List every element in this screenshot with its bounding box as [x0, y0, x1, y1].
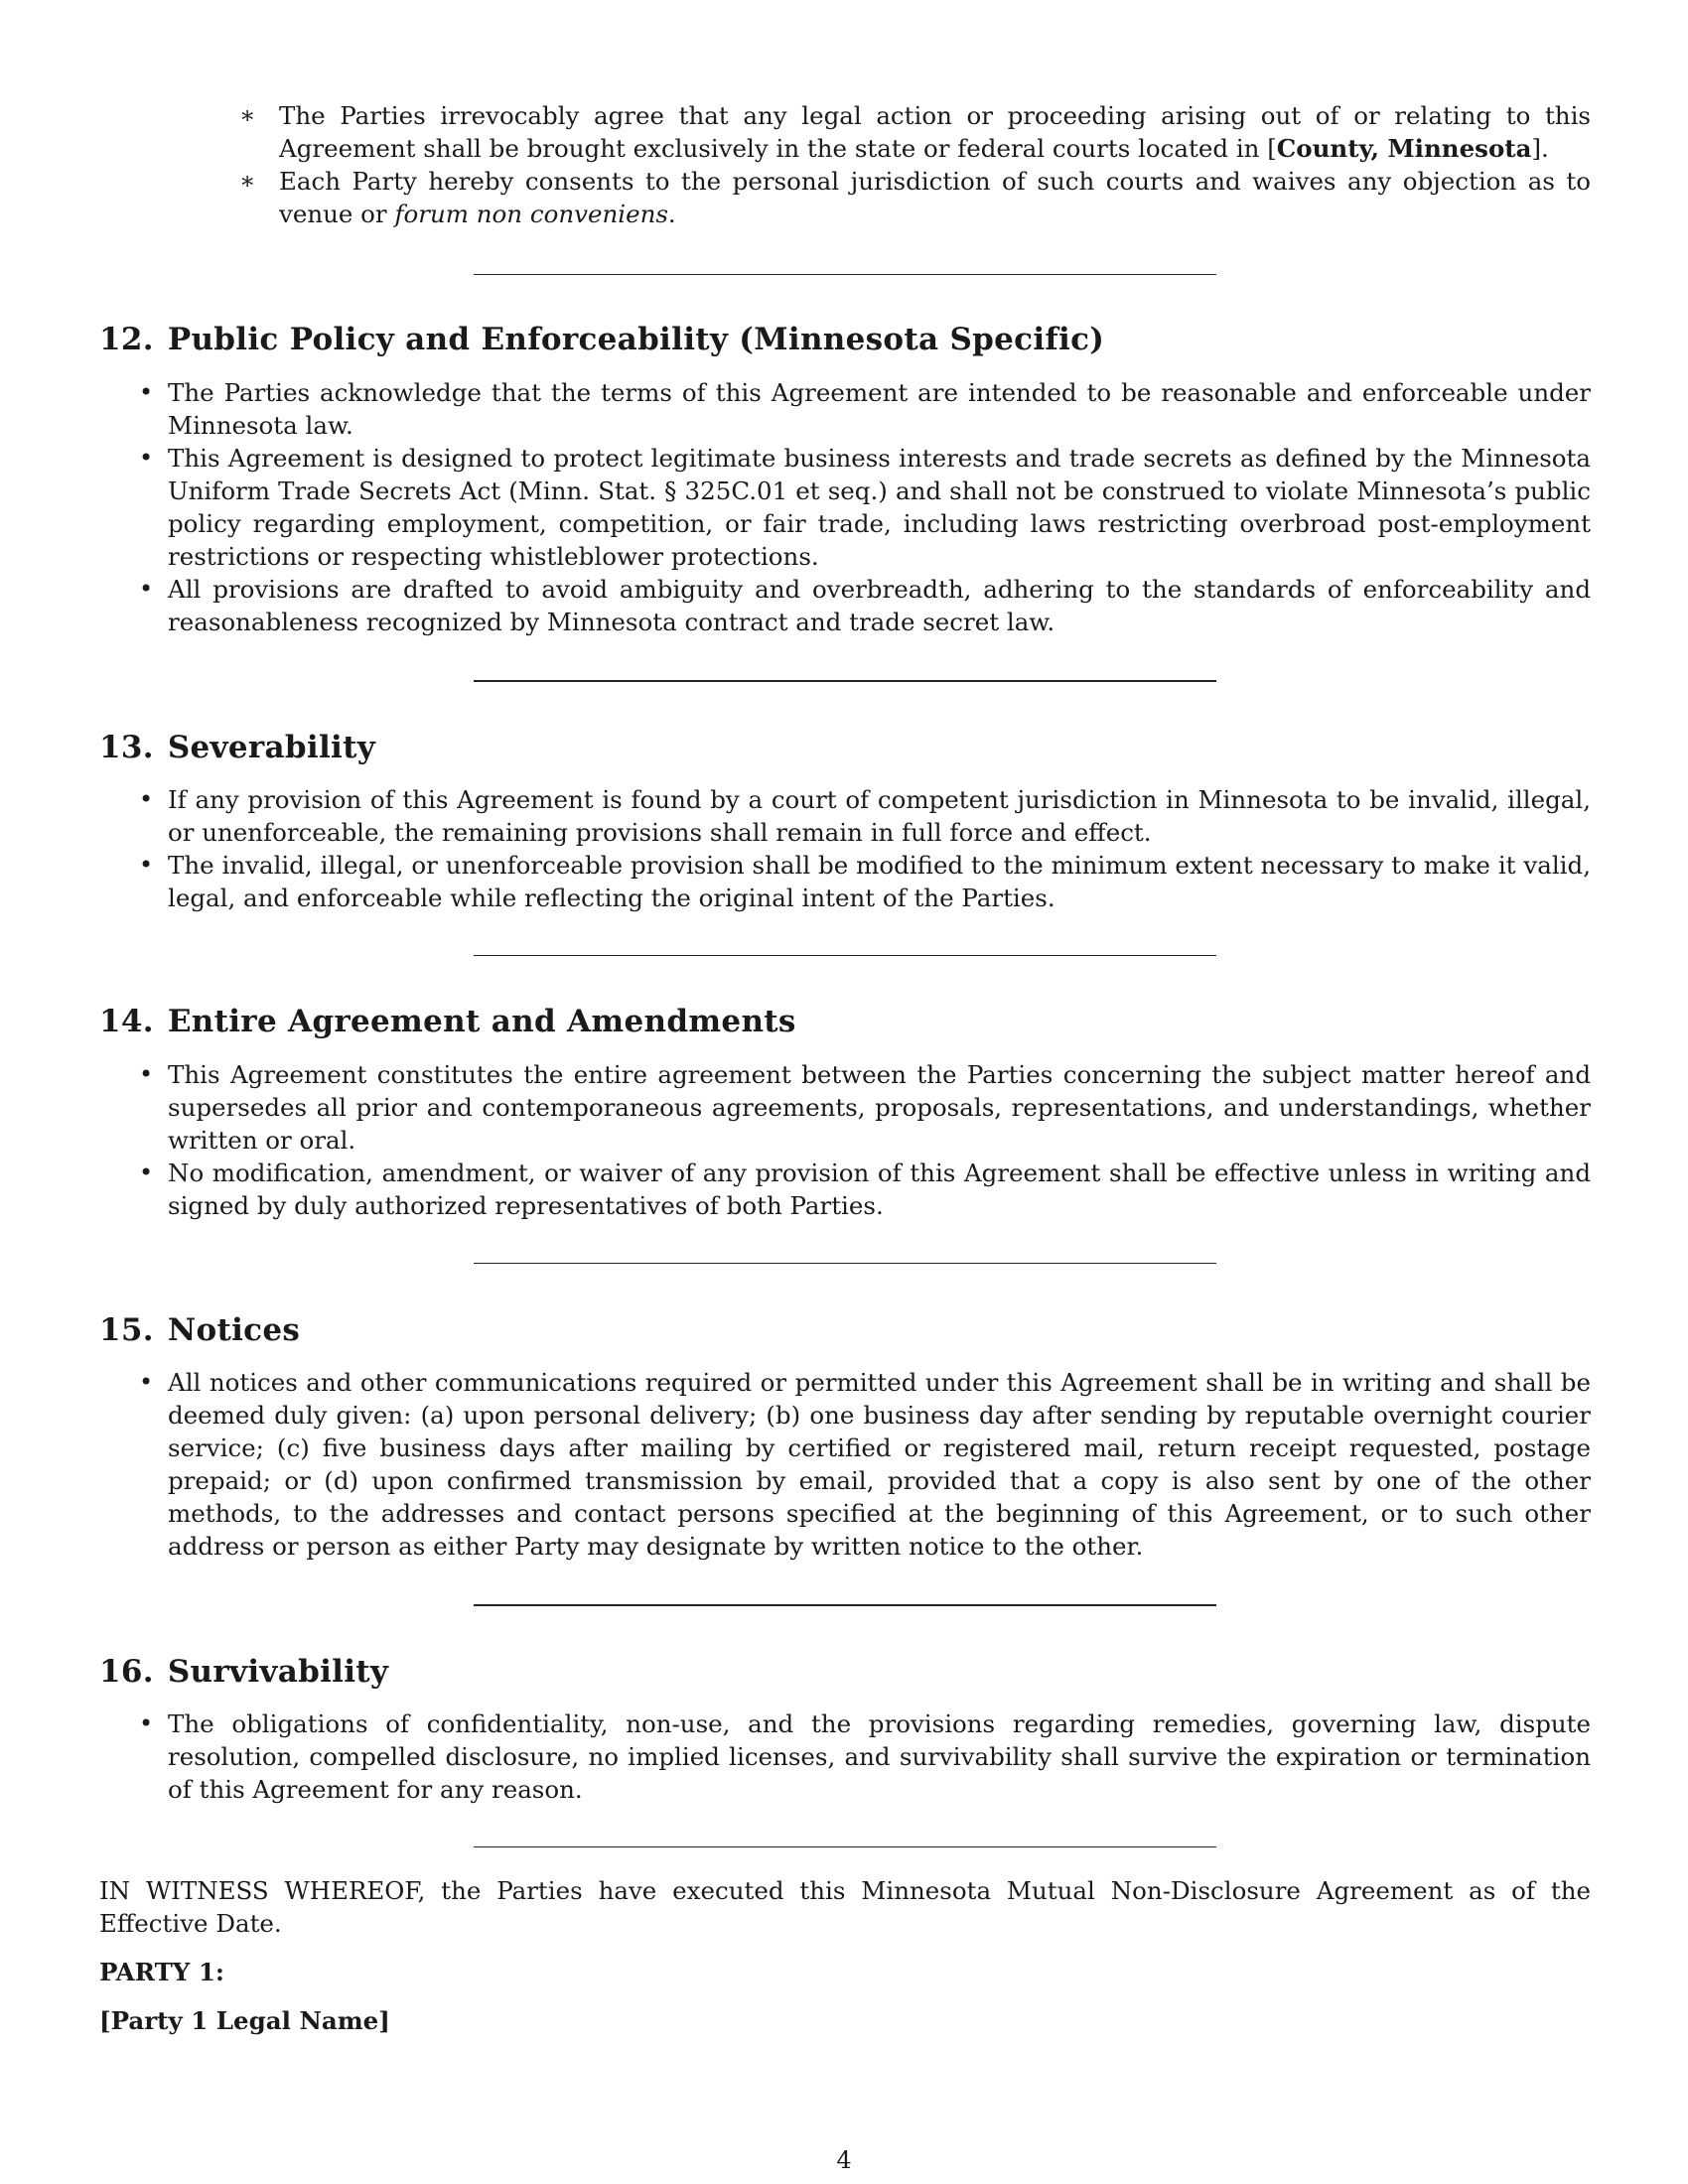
section-divider — [474, 955, 1216, 956]
section-divider — [474, 680, 1216, 682]
section-heading-14: 14. Entire Agreement and Amendments — [99, 1004, 796, 1039]
list-item: • This Agreement is designed to protect legitimate business interests and trade secrets as defined by the Minnesota Uniform Trade Secrets Act (Minn. Stat. § 325C.01 et seq.) and shall not be construed to violate Minnesota’s public policy regarding employment, competition, or fair trade, including laws restricting overbroad post-employment restrictions or respecting whistleblower protections. — [99, 442, 1591, 573]
page-number: 4 — [836, 2146, 852, 2174]
section-heading-16: 16. Survivability — [99, 1654, 389, 1690]
section-16-body — [99, 1707, 1591, 1806]
list-item: • All notices and other communications required or permitted under this Agreement shall be in writing and shall be deemed duly given: (a) upon personal delivery; (b) one business day after sending by reputable overnight courier service; (c) five business days after mailing by certified or registered mail, return receipt requested, postage prepaid; or (d) upon confirmed transmission by email, provided that a copy is also sent by one of the other methods, to the addresses and contact persons specified at the beginning of this Agreement, or to such other address or person as either Party may designate by written notice to the other. — [99, 1366, 1591, 1563]
list-item: • If any provision of this Agreement is found by a court of competent jurisdiction in Minnesota to be invalid, illegal, or unenforceable, the remaining provisions shall remain in full force and effect. — [99, 783, 1591, 849]
party-label: PARTY 1: — [99, 1958, 224, 1986]
section-divider — [474, 1263, 1216, 1264]
jurisdiction-subitems — [239, 99, 1591, 230]
section-divider — [474, 274, 1216, 275]
section-heading-15: 15. Notices — [99, 1312, 301, 1348]
witness-clause: IN WITNESS WHEREOF, the Parties have executed this Minnesota Mutual Non-Disclosure Agreement as of the Effective Date. — [99, 1876, 1591, 1938]
section-divider — [474, 1846, 1216, 1847]
list-item: • All provisions are drafted to avoid ambiguity and overbreadth, adhering to the standards of enforceability and reasonableness recognized by Minnesota contract and trade secret law. — [99, 573, 1591, 638]
section-14-body — [99, 1058, 1591, 1222]
party-name: [Party 1 Legal Name] — [99, 2006, 390, 2035]
list-item: ∗ The Parties irrevocably agree that any legal action or proceeding arising out of or relating to this Agreement shall be brought exclusively in the state or federal courts located in [County, Minnesota]. — [239, 99, 1591, 165]
list-item: ∗ Each Party hereby consents to the personal jurisdiction of such courts and waives any objection as to venue or forum non conveniens. — [239, 165, 1591, 230]
section-12-body — [99, 376, 1591, 638]
section-15-body — [99, 1366, 1591, 1563]
list-item: • The invalid, illegal, or unenforceable provision shall be modified to the minimum extent necessary to make it valid, legal, and enforceable while reflecting the original intent of the Parties. — [99, 849, 1591, 914]
list-item: • No modification, amendment, or waiver of any provision of this Agreement shall be effective unless in writing and signed by duly authorized representatives of both Parties. — [99, 1157, 1591, 1222]
section-heading-13: 13. Severability — [99, 730, 376, 765]
list-item: • The Parties acknowledge that the terms of this Agreement are intended to be reasonable and enforceable under Minnesota law. — [99, 376, 1591, 442]
section-divider — [474, 1604, 1216, 1606]
list-item: • The obligations of confidentiality, non-use, and the provisions regarding remedies, governing law, dispute resolution, compelled disclosure, no implied licenses, and survivability shall survive the expiration or termination of this Agreement for any reason. — [99, 1707, 1591, 1806]
list-item: • This Agreement constitutes the entire agreement between the Parties concerning the subject matter hereof and supersedes all prior and contemporaneous agreements, proposals, representations, and understandings, whether written or oral. — [99, 1058, 1591, 1157]
section-heading-12: 12. Public Policy and Enforceability (Minnesota Specific) — [99, 322, 1105, 357]
section-13-body — [99, 783, 1591, 914]
